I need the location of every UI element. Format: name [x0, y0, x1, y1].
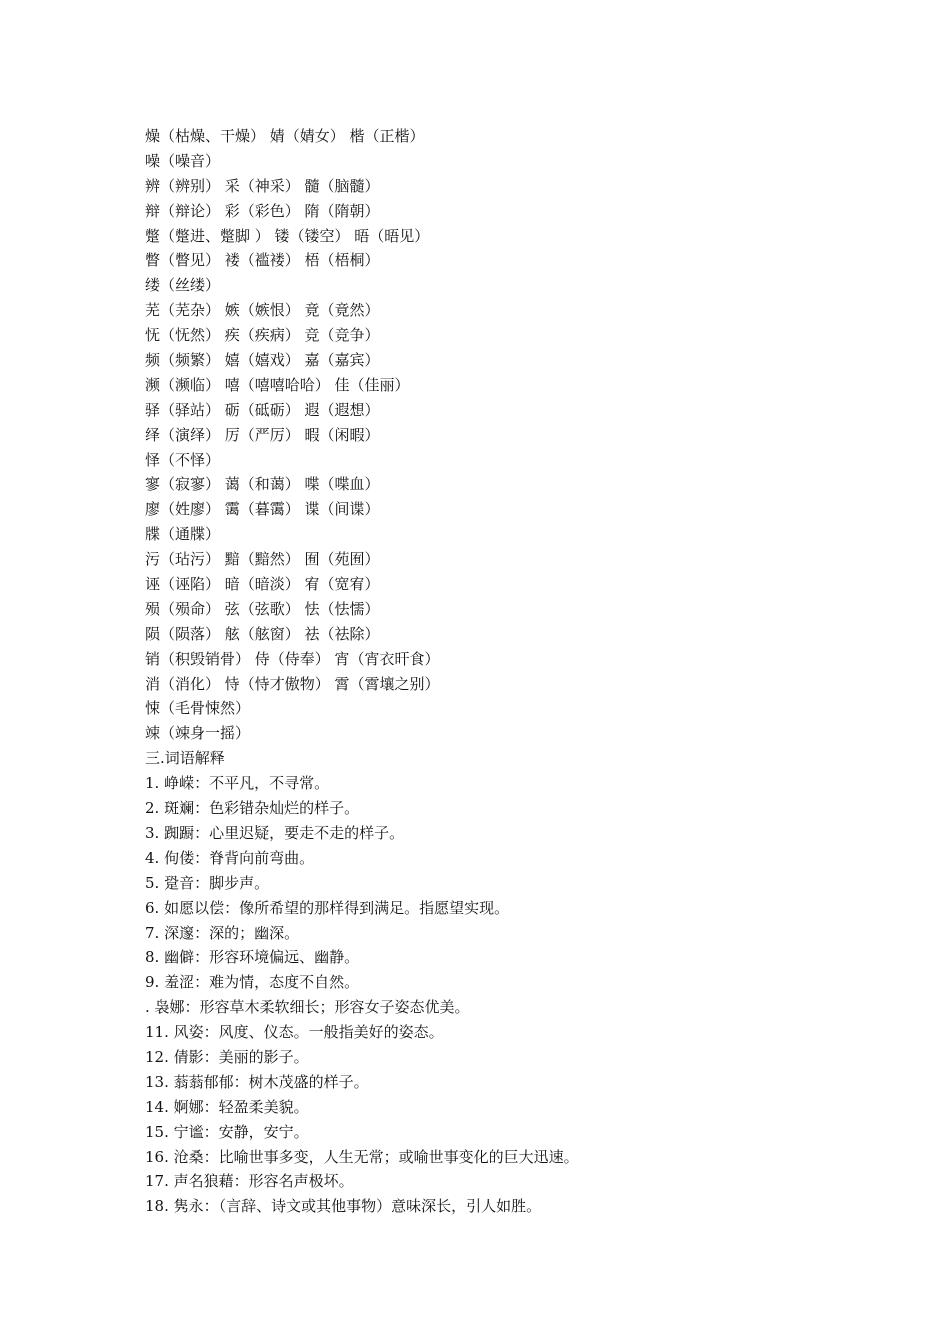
text-line: 濒（濒临） 嘻（嘻嘻哈哈） 佳（佳丽） — [145, 375, 410, 394]
text-line: 绎（演绎） 厉（严厉） 暇（闲暇） — [145, 425, 380, 444]
definition-item: 7. 深邃：深的；幽深。 — [145, 923, 300, 942]
definition-item: 4. 佝偻：脊背向前弯曲。 — [145, 848, 315, 867]
text-line: 悚（毛骨悚然） — [145, 699, 251, 718]
definition-item: 9. 羞涩：难为情，态度不自然。 — [145, 973, 360, 992]
text-line: 怃（怃然） 疾（疾病） 竞（竞争） — [145, 326, 380, 345]
definition-item: 14. 婀娜：轻盈柔美貌。 — [145, 1097, 309, 1116]
definition-item: 15. 宁谧：安静，安宁。 — [145, 1122, 309, 1141]
text-line: 驿（驿站） 砺（砥砺） 遐（遐想） — [145, 400, 380, 419]
text-line: 寥（寂寥） 蔼（和蔼） 喋（喋血） — [145, 475, 380, 494]
definition-item: 2. 斑斓：色彩错杂灿烂的样子。 — [145, 799, 360, 818]
document-body — [145, 124, 865, 1219]
text-line: 廖（姓廖） 霭（暮霭） 谍（间谍） — [145, 500, 380, 519]
definition-item: 8. 幽僻：形容环境偏远、幽静。 — [145, 948, 360, 967]
text-line: 诬（诬陷） 暗（暗淡） 宥（宽宥） — [145, 575, 380, 594]
definition-item: 18. 隽永：（言辞、诗文或其他事物）意味深长，引人如胜。 — [145, 1197, 542, 1216]
text-line: 缕（丝缕） — [145, 276, 221, 295]
definition-item: 6. 如愿以偿：像所希望的那样得到满足。指愿望实现。 — [145, 898, 510, 917]
text-line: 污（玷污） 黯（黯然） 囿（苑囿） — [145, 550, 380, 569]
text-line: 辩（辩论） 彩（彩色） 隋（隋朝） — [145, 201, 380, 220]
text-line: 竦（竦身一摇） — [145, 724, 251, 743]
text-line: 噪（噪音） — [145, 151, 221, 170]
definition-item: 11. 风姿：风度、仪态。一般指美好的姿态。 — [145, 1023, 444, 1042]
text-line: 芜（芜杂） 嫉（嫉恨） 竟（竟然） — [145, 301, 380, 320]
text-line: 燥（枯燥、干燥） 婧（婧女） 楷（正楷） — [145, 127, 425, 145]
text-line: 怿（不怿） — [145, 450, 221, 469]
definition-item: 3. 踟蹰：心里迟疑，要走不走的样子。 — [145, 823, 405, 842]
text-line: 辨（辨别） 采（神采） 髓（脑髓） — [145, 176, 380, 195]
definition-item: 13. 蓊蓊郁郁：树木茂盛的样子。 — [145, 1072, 369, 1091]
text-line: 殒（殒命） 弦（弦歌） 怯（怯懦） — [145, 599, 380, 618]
definition-item: . 袅娜：形容草木柔软细长；形容女子姿态优美。 — [145, 998, 470, 1017]
definition-item: 16. 沧桑：比喻世事多变，人生无常；或喻世事变化的巨大迅速。 — [145, 1147, 579, 1166]
definition-item: 5. 跫音：脚步声。 — [145, 873, 270, 892]
text-line: 频（频繁） 嬉（嬉戏） 嘉（嘉宾） — [145, 351, 380, 370]
text-line: 蹩（蹩进、蹩脚 ） 镂（镂空） 晤（晤见） — [145, 226, 430, 245]
definition-item: 17. 声名狼藉：形容名声极坏。 — [145, 1172, 354, 1191]
text-line: 瞥（瞥见） 褛（褴褛） 梧（梧桐） — [145, 251, 380, 270]
section-heading: 三.词语解释 — [145, 749, 225, 768]
text-line: 销（积毁销骨） 侍（侍奉） 宵（宵衣旰食） — [145, 649, 440, 668]
text-line: 陨（陨落） 舷（舷窗） 祛（祛除） — [145, 624, 380, 643]
text-line: 消（消化） 恃（恃才傲物） 霄（霄壤之别） — [145, 674, 440, 693]
definition-item: 1. 峥嵘：不平凡，不寻常。 — [145, 774, 330, 793]
definition-item: 12. 倩影：美丽的影子。 — [145, 1047, 309, 1066]
text-line: 牒（通牒） — [145, 525, 221, 544]
